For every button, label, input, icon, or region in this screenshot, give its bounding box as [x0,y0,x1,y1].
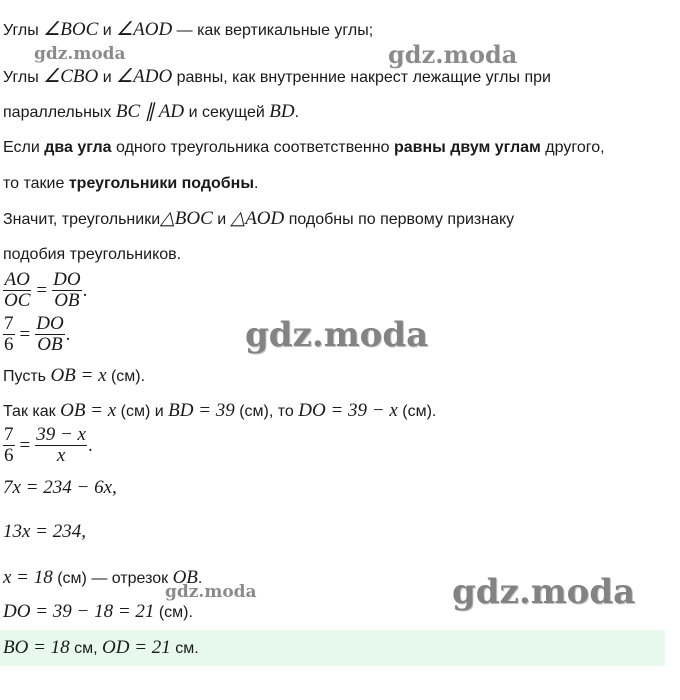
text: и секущей [184,104,270,121]
text: Значит, треугольники [3,211,161,228]
text: равны, как внутренние накрест лежащие углы при [172,69,551,86]
math-ob: OB [172,567,198,588]
text: Пусть [3,368,51,385]
math-angle-boc: ∠BOC [43,19,99,40]
equation-line-1 [3,478,117,499]
bold-text: равны двум углам [393,139,541,156]
math-ob-x: OB = x [60,400,117,421]
math-x-value: x = 18 [3,567,53,588]
numerator: 7 [4,424,14,445]
text-line-since [3,401,436,422]
text-line-rule [3,138,605,158]
denominator: OC [4,290,31,311]
text: Так как [3,403,61,420]
period: . [65,323,71,345]
text-line-criterion [3,245,181,265]
watermark: gdz.moda [165,582,257,602]
text: . [254,175,259,192]
text: (см). [154,604,193,621]
text: Углы [3,69,44,86]
math-bd: BD [269,101,295,122]
text: то такие [3,175,69,192]
numerator: AO [4,269,30,290]
math-bd-39: BD = 39 [168,400,235,421]
equation-line-2 [3,522,86,543]
text: . [294,104,300,121]
text: подобны по первому признаку [284,211,515,228]
math-equation: 7x = 234 − 6x, [3,477,117,498]
answer-line [3,638,199,659]
text: — как вертикальные углы; [172,22,374,39]
numerator: 7 [4,313,14,334]
math-triangle-boc: △BOC [160,208,213,229]
fraction-equation-3 [3,425,93,466]
math-equation: 13x = 234, [3,521,87,542]
text-line-let [3,366,145,387]
text: и [212,211,231,228]
period: . [82,279,88,301]
text-line-parallel [3,102,299,123]
text-line-alternate-angles [3,67,551,88]
math-angle-ado: ∠ADO [116,66,173,87]
text: (см) и [116,403,169,420]
fraction-equation-2 [3,314,70,355]
numerator: DO [53,269,81,290]
denominator: 6 [4,334,14,355]
equals-sign: = [36,279,48,301]
denominator: OB [52,290,81,311]
text-line-triangles [3,209,514,230]
text-line-similar [3,174,258,194]
period: . [87,434,93,456]
text: . [197,570,203,587]
numerator: 39 − x [36,424,86,445]
text: другого, [540,139,605,156]
numerator: DO [36,313,64,334]
answer-box [0,630,665,666]
math-angle-cbo: ∠CBO [43,66,99,87]
text: одного треугольника соответственно [111,139,394,156]
text: (см). [397,403,437,420]
denominator: OB [35,334,64,355]
text: (см), то [234,403,299,420]
bold-text: два угла [44,139,112,156]
text: и [98,22,117,39]
denominator: 6 [4,445,14,466]
equals-sign: = [19,434,31,456]
text: подобия треугольников. [3,246,182,263]
equation-line-4 [3,602,193,623]
watermark: gdz.moda [388,40,518,69]
text: (см) — отрезок [52,570,173,587]
math-ob-x: OB = x [50,365,107,386]
math-parallel: BC ∥ AD [115,101,185,122]
fraction-equation-1 [3,270,87,311]
math-bo: BO = 18 [3,637,70,658]
math-od: OD = 21 [102,637,171,658]
math-do-value: DO = 39 − 18 = 21 [3,601,155,622]
denominator: x [35,445,87,466]
bold-text: треугольники подобны [68,175,255,192]
equals-sign: = [19,323,31,345]
text: (см). [106,368,146,385]
text: см, [69,640,102,657]
text-line-vertical-angles [3,20,373,41]
math-do: DO = 39 − x [298,400,398,421]
text: Углы [3,22,44,39]
math-triangle-aod: △AOD [230,208,285,229]
text: см. [170,640,199,657]
watermark: gdz.moda [34,44,126,64]
text: параллельных [3,104,116,121]
math-angle-aod: ∠AOD [116,19,173,40]
watermark: gdz.moda [452,572,636,612]
text: Если [3,139,45,156]
text: и [98,69,117,86]
watermark: gdz.moda [245,315,429,355]
